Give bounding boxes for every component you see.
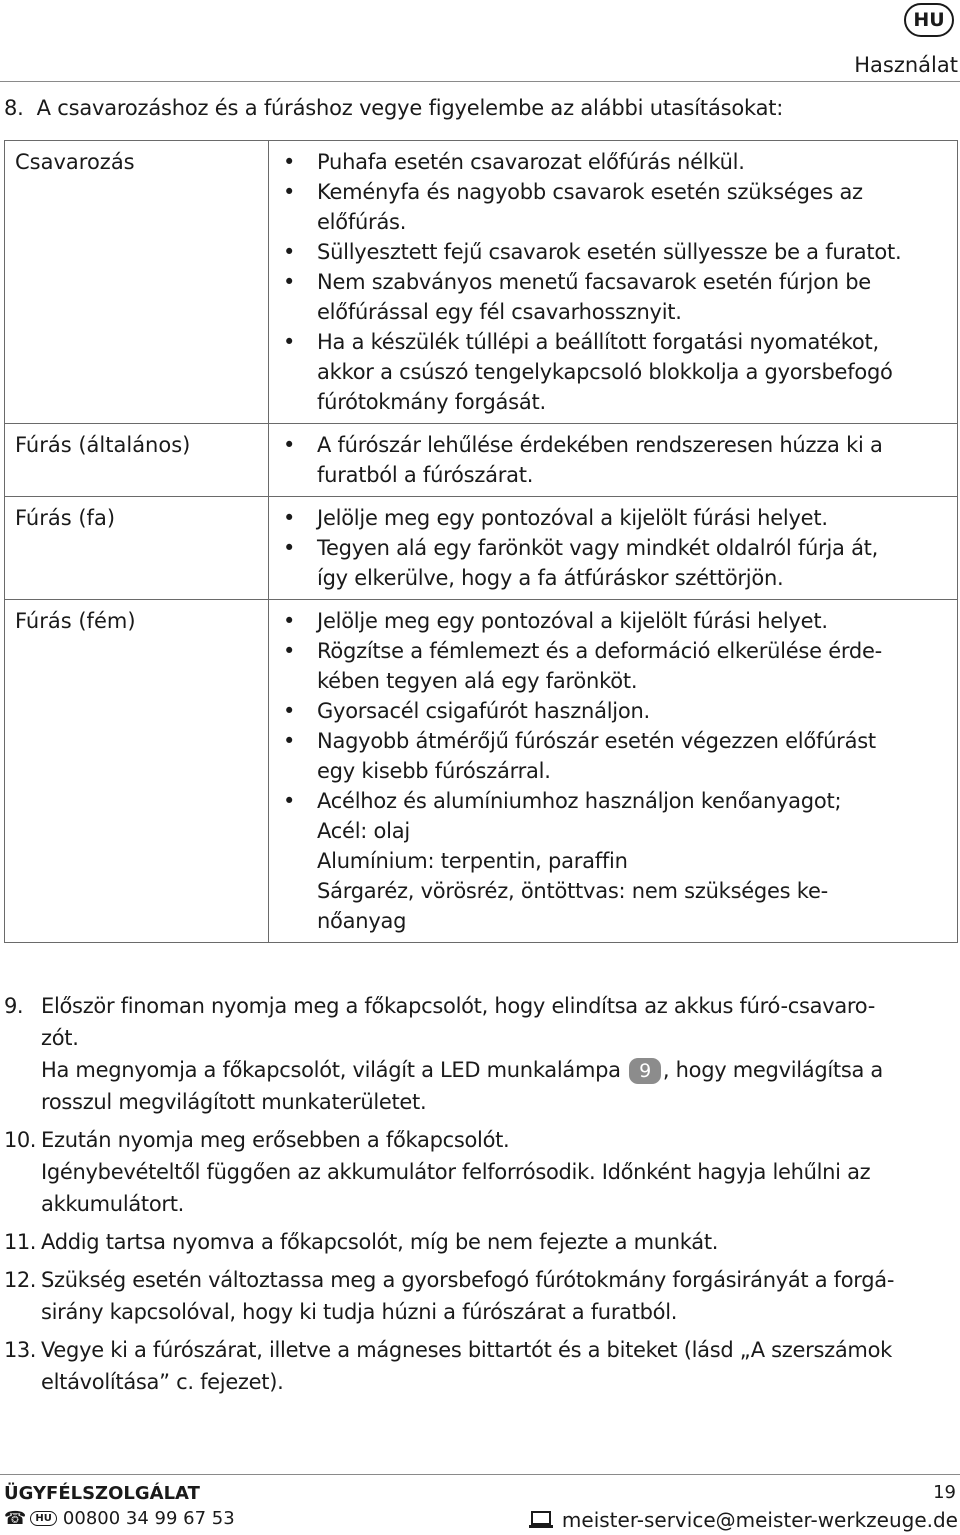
step-text: Szükség esetén változtassa meg a gyorsbefogó fúrótokmány forgásirányát a forgá- sirány kapcsolóval, hogy ki tudja húzni a fúrószárat a furatból. [41,1268,895,1324]
step-text: Vegye ki a fúrószárat, illetve a mágneses bittartót és a biteket (lásd „A szerszámok eltávolítása” c. fejezet). [41,1338,892,1394]
list-item-text: Keményfa és nagyobb csavarok esetén szükséges az előfúrás. [317,180,863,234]
row-content-drilling-wood [269,497,958,600]
list-item-text: Gyorsacél csigafúrót használjon. [317,699,650,723]
bullet-icon: • [283,609,296,633]
step-number: 12. [4,1268,36,1292]
service-phone [4,1508,235,1529]
instructions-table [4,140,958,943]
list-item [277,267,953,327]
step-10 [4,1124,956,1220]
list-item-text: Jelölje meg egy pontozóval a kijelölt fúrási helyet. [317,506,828,530]
list-item-text: Acélhoz és alumíniumhoz használjon kenőanyagot; Acél: olaj Alumínium: terpentin, paraffin Sárgaréz, vörösréz, öntöttvas: nem szükséges ke- nőanyag [317,789,842,933]
list-item-text: Puhafa esetén csavarozat előfúrás nélkül. [317,150,745,174]
list-item [277,726,953,786]
service-email [528,1508,958,1532]
step-number: 13. [4,1338,36,1362]
list-item [277,327,953,417]
step-number: 9. [4,994,24,1018]
list-item [277,147,953,177]
step-9-text-a: Először finoman nyomja meg a főkapcsolót, hogy elindítsa az akkus fúró-csavaro- zót. [41,994,875,1050]
step-11 [4,1226,956,1258]
list-item [277,177,953,237]
list-item [277,636,953,696]
row-label-drilling-general: Fúrás (általános) [5,424,269,497]
row-content-drilling-metal [269,600,958,943]
bullet-icon: • [283,240,296,264]
footer-divider [0,1474,960,1475]
step-number: 11. [4,1230,36,1254]
step-9 [4,990,956,1118]
list-item [277,430,953,490]
list-item-text: Nagyobb átmérőjű fúrószár esetén végezzen előfúrást egy kisebb fúrószárral. [317,729,876,783]
list-item [277,786,953,936]
bullet-icon: • [283,729,296,753]
list-item-text: Tegyen alá egy farönköt vagy mindkét oldalról fúrja át, így elkerülve, hogy a fa átfúráskor széttörjön. [317,536,879,590]
step-13 [4,1334,956,1398]
step-text: Ezután nyomja meg erősebben a főkapcsolót. Igénybevételtől függően az akkumulátor felforrósodik. Időnként hagyja lehűlni az akkumulátort. [41,1128,871,1216]
bullet-icon: • [283,150,296,174]
bullet-icon: • [283,506,296,530]
phone-country-badge: HU [30,1511,57,1526]
customer-service-title: ÜGYFÉLSZOLGÁLAT [4,1483,200,1504]
email-address[interactable]: meister-service@meister-werkzeuge.de [561,1508,958,1532]
step-9-text-b: Ha megnyomja a főkapcsolót, világít a LED munkalámpa [41,1058,621,1082]
list-item [277,696,953,726]
list-item [277,503,953,533]
page-number: 19 [933,1482,956,1503]
list-item-text: Jelölje meg egy pontozóval a kijelölt fúrási helyet. [317,609,828,633]
row-label-drilling-metal: Fúrás (fém) [5,600,269,943]
step-8-heading: 8. A csavarozáshoz és a fúráshoz vegye figyelembe az alábbi utasításokat: [4,96,784,120]
table-row [5,497,958,600]
bullet-icon: • [283,789,296,813]
bullet-icon: • [283,639,296,663]
row-content-screwing [269,141,958,424]
list-item-text: Rögzítse a fémlemezt és a deformáció elkerülése érde- kében tegyen alá egy farönköt. [317,639,882,693]
phone-number: 00800 34 99 67 53 [62,1508,235,1529]
bullet-icon: • [283,270,296,294]
bullet-icon: • [283,180,296,204]
header-divider [0,81,960,82]
row-content-drilling-general [269,424,958,497]
table-row [5,600,958,943]
telephone-icon: ☎ [4,1508,27,1529]
step-12 [4,1264,956,1328]
bullet-icon: • [283,699,296,723]
step-text [41,990,883,1118]
bullet-icon: • [283,433,296,457]
led-lamp-reference-badge: 9 [629,1058,661,1084]
list-item-text: Süllyesztett fejű csavarok esetén süllyessze be a furatot. [317,240,902,264]
list-item-text: A fúrószár lehűlése érdekében rendszeresen húzza ki a furatból a fúrószárat. [317,433,883,487]
row-label-screwing: Csavarozás [5,141,269,424]
laptop-icon [528,1510,554,1530]
list-item-text: Ha a készülék túllépi a beállított forgatási nyomatékot, akkor a csúszó tengelykapcsoló blokkolja a gyorsbefogó fúrótokmány forgását. [317,330,893,414]
step-number: 10. [4,1128,36,1152]
language-badge: HU [904,3,954,37]
step-text: Addig tartsa nyomva a főkapcsolót, míg be nem fejezte a munkát. [41,1230,719,1254]
row-label-drilling-wood: Fúrás (fa) [5,497,269,600]
list-item [277,606,953,636]
step-9-text-c: , hogy megvilágítsa a rosszul megvilágított munkaterületet. [41,1058,883,1114]
step-list [4,990,956,1404]
list-item [277,533,953,593]
list-item [277,237,953,267]
bullet-icon: • [283,330,296,354]
section-title: Használat [854,53,958,77]
table-row [5,141,958,424]
table-row [5,424,958,497]
list-item-text: Nem szabványos menetű facsavarok esetén fúrjon be előfúrással egy fél csavarhossznyit. [317,270,871,324]
bullet-icon: • [283,536,296,560]
